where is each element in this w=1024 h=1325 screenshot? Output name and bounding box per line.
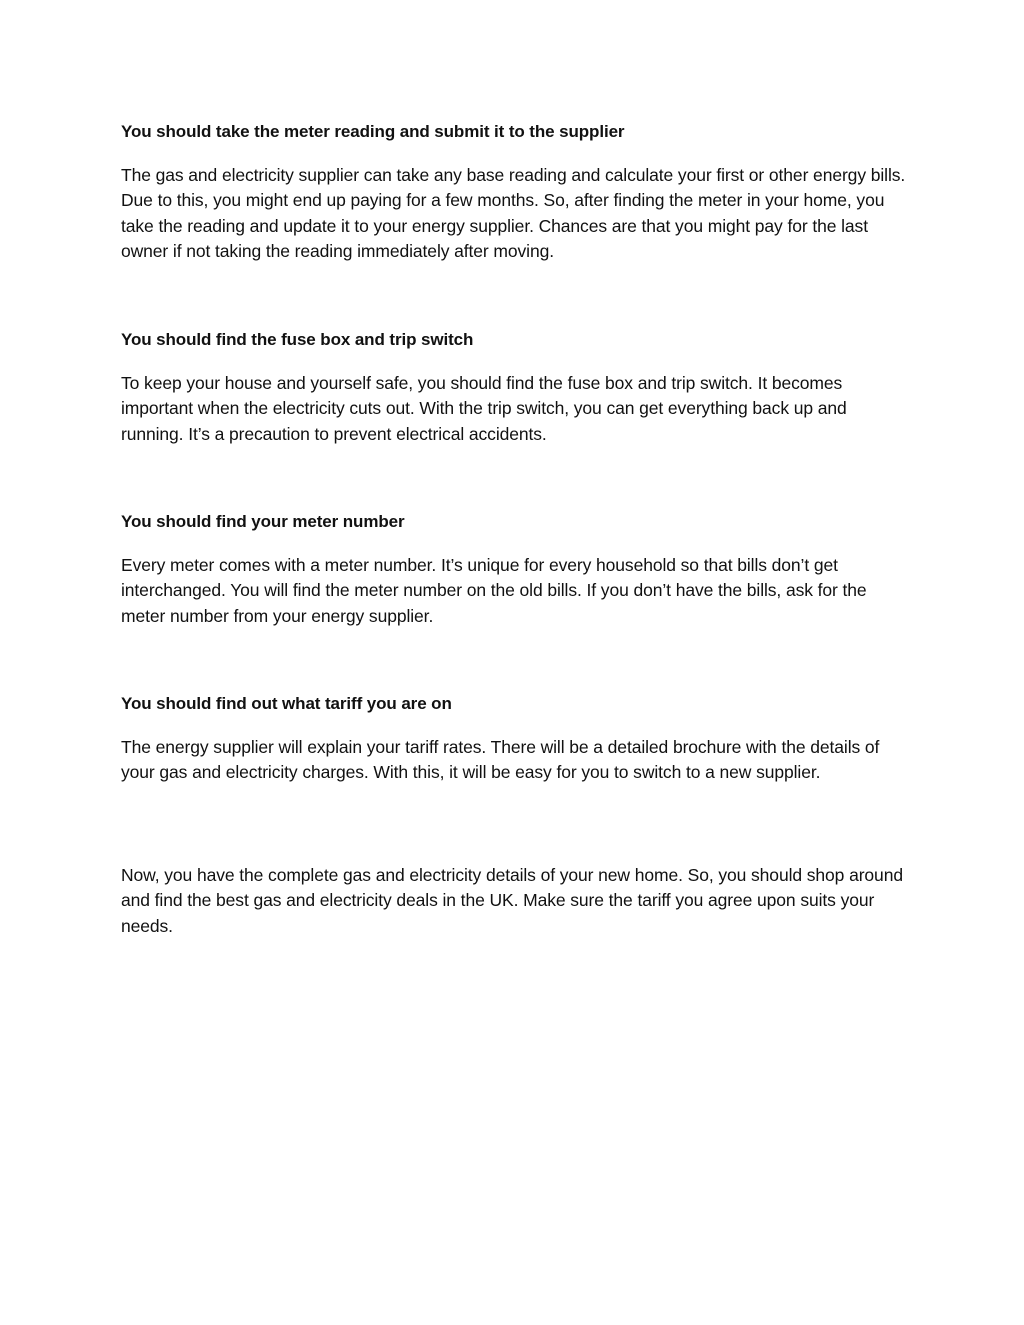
section-heading: You should find out what tariff you are on — [121, 694, 452, 713]
section-tariff — [121, 691, 911, 863]
conclusion-paragraph: Now, you have the complete gas and electricity details of your new home. So, you should shop around and find the best gas and electricity deals in the UK. Make sure the tariff you agree upon suits your needs. — [121, 865, 903, 936]
section-heading: You should find the fuse box and trip switch — [121, 330, 474, 349]
section-meter-reading — [121, 119, 911, 327]
section-heading: You should find your meter number — [121, 512, 405, 531]
section-body: To keep your house and yourself safe, you should find the fuse box and trip switch. It becomes important when the electricity cuts out. With the trip switch, you can get everything back up and running. It’s a precaution to prevent electrical accidents. — [121, 373, 847, 444]
section-meter-number — [121, 509, 911, 691]
section-body: Every meter comes with a meter number. It’s unique for every household so that bills don’t get interchanged. You will find the meter number on the old bills. If you don’t have the bills, ask for the meter number from your energy supplier. — [121, 555, 867, 626]
section-body: The energy supplier will explain your tariff rates. There will be a detailed brochure with the details of your gas and electricity charges. With this, it will be easy for you to switch to a new supplier. — [121, 737, 880, 783]
section-body: The gas and electricity supplier can take any base reading and calculate your first or other energy bills. Due to this, you might end up paying for a few months. So, after finding the meter in your home, you take the reading and update it to your energy supplier. Chances are that you might pay for the last owner if not taking the reading immediately after moving. — [121, 165, 906, 262]
section-fuse-box — [121, 327, 911, 509]
document-page — [121, 119, 911, 939]
section-heading: You should take the meter reading and submit it to the supplier — [121, 122, 625, 141]
